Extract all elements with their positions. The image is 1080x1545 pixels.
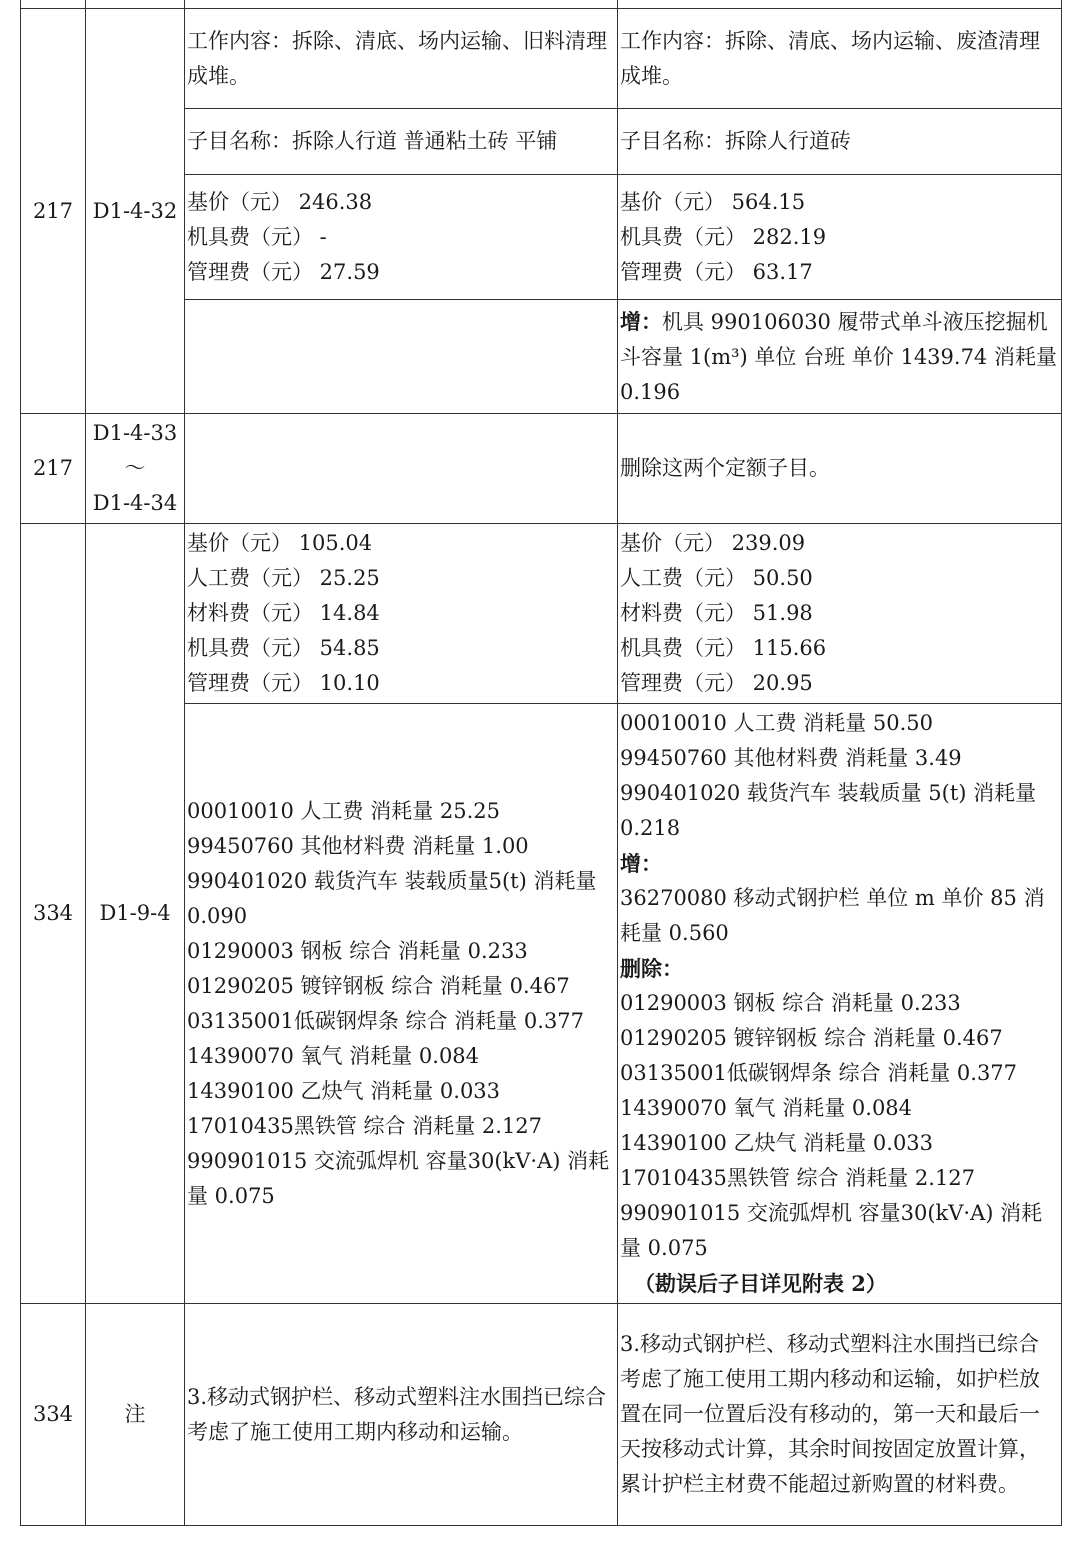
original-cell: 子目名称：拆除人行道 普通粘土砖 平铺 (185, 109, 618, 175)
original-cell (185, 300, 618, 414)
appendix-note: （勘误后子目详见附表 2） (634, 1271, 887, 1296)
add-label: 增： (620, 308, 662, 334)
page-number-cell: 334 (21, 524, 86, 1304)
add-label: 增： (620, 851, 662, 876)
table-row (21, 414, 1062, 524)
table-row (21, 9, 1062, 109)
original-cell (185, 414, 618, 524)
original-cell: 基价（元） 105.04 人工费（元） 25.25 材料费（元） 14.84 机具费（元） 54.85 管理费（元） 10.10 (185, 524, 618, 704)
code-cell: D1-9-4 (86, 524, 185, 1304)
code-cell: D1-4-33 ～ D1-4-34 (86, 414, 185, 524)
revised-cell: 子目名称：拆除人行道砖 (618, 109, 1062, 175)
original-cell: 00010010 人工费 消耗量 25.25 99450760 其他材料费 消耗量 1.00 990401020 载货汽车 装载质量5(t) 消耗量 0.090 01290003 钢板 综合 消耗量 0.233 01290205 镀锌钢板 综合 消耗量 0.467 03135001低碳钢焊条 综合 消耗量 0.377 14390070 氧气 消耗量 0.084 14390100 乙炔气 消耗量 0.033 17010435黑铁管 综合 消耗量 2.127 990901015 交流弧焊机 容量30(kV·A) 消耗量 0.075 (185, 704, 618, 1304)
code-cell: D1-4-32 (86, 9, 185, 414)
page-number-cell: 217 (21, 9, 86, 414)
page-number-cell: 334 (21, 1304, 86, 1526)
delete-label: 删除： (620, 956, 683, 981)
code-cell: 注 (86, 1304, 185, 1526)
revised-cell: 删除这两个定额子目。 (618, 414, 1062, 524)
table-row (21, 1304, 1062, 1526)
table-row (21, 524, 1062, 704)
revised-cell: 3.移动式钢护栏、移动式塑料注水围挡已综合考虑了施工使用工期内移动和运输，如护栏放置在同一位置后没有移动的，第一天和最后一天按移动式计算，其余时间按固定放置计算，累计护栏主材费不能超过新购置的材料费。 (618, 1304, 1062, 1526)
page-number-cell: 217 (21, 414, 86, 524)
revised-cell: 基价（元） 239.09 人工费（元） 50.50 材料费（元） 51.98 机具费（元） 115.66 管理费（元） 20.95 (618, 524, 1062, 704)
revised-cell: 基价（元） 564.15 机具费（元） 282.19 管理费（元） 63.17 (618, 175, 1062, 300)
revised-cell: 00010010 人工费 消耗量 50.50 99450760 其他材料费 消耗量 3.49 990401020 载货汽车 装载质量 5(t) 消耗量 0.218 增： 36270080 移动式钢护栏 单位 m 单价 85 消耗量 0.560 删除： 01290003 钢板 综合 消耗量 0.233 01290205 镀锌钢板 综合 消耗量 0.467 03135001低碳钢焊条 综合 消耗量 0.377 14390070 氧气 消耗量 0.084 14390100 乙炔气 消耗量 0.033 17010435黑铁管 综合 消耗量 2.127 990901015 交流弧焊机 容量30(kV·A) 消耗量 0.075 （勘误后子目详见附表 2） (618, 704, 1062, 1304)
table-top-continuation (20, 0, 1062, 8)
original-cell: 3.移动式钢护栏、移动式塑料注水围挡已综合考虑了施工使用工期内移动和运输。 (185, 1304, 618, 1526)
original-cell: 工作内容：拆除、清底、场内运输、旧料清理成堆。 (185, 9, 618, 109)
revised-cell: 增：机具 990106030 履带式单斗液压挖掘机斗容量 1(m³) 单位 台班 单价 1439.74 消耗量 0.196 (618, 300, 1062, 414)
original-cell: 基价（元） 246.38 机具费（元） - 管理费（元） 27.59 (185, 175, 618, 300)
errata-table (20, 8, 1062, 1526)
revised-cell: 工作内容：拆除、清底、场内运输、废渣清理成堆。 (618, 9, 1062, 109)
